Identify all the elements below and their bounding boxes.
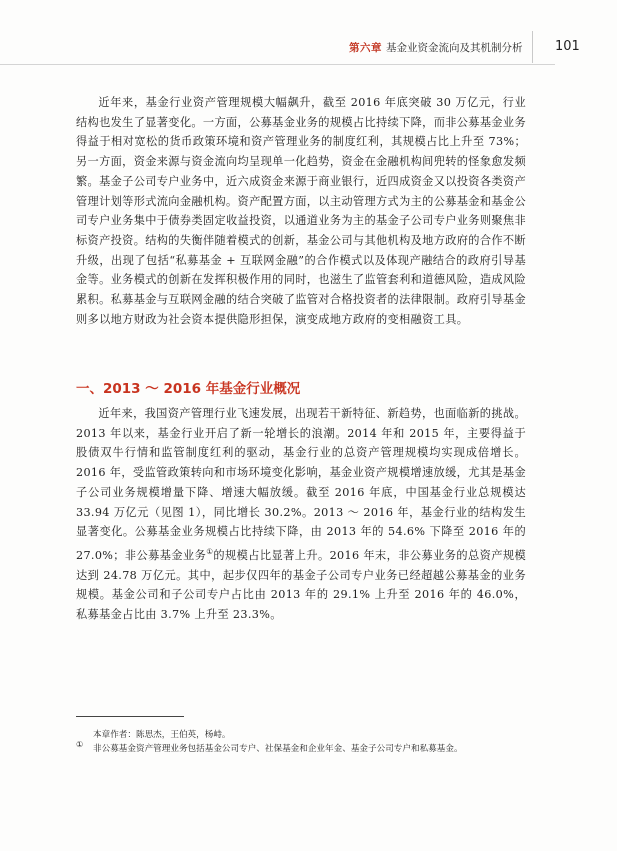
- paragraph-2-text-b: 的规模占比显著上升。2016 年末，非公募业务的总资产规模达到 24.78 万亿元。其中，起步仅四年的基金子公司专户业务已经超越公募基金的业务规模。基金公司和子公司专户占比由 2013 年的 29.1% 上升至 2016 年的 46.0%，私募基金占比由 3.7% 上升至 23.3%。: [76, 548, 526, 622]
- paragraph-2-text-a: 近年来，我国资产管理行业飞速发展，出现若干新特征、新趋势，也面临新的挑战。2013 年以来，基金行业开启了新一轮增长的浪潮。2014 年和 2015 年，主要得益于股债双牛行情和监管制度红利的驱动，基金行业的总资产管理规模均实现成倍增长。2016 年，受监管政策转向和市场环境变化影响，基金业资产规模增速放缓，尤其是基金子公司业务规模增量下降、增速大幅放缓。截至 2016 年底，中国基金行业总规模达 33.94 万亿元（见图 1），同比增长 30.2%。2013 ～ 2016 年，基金行业的结构发生显著变化。公募基金业务规模占比持续下降，由 2013 年的 54.6% 下降至 2016 年的 27.0%；非公募基金业务: [76, 407, 526, 562]
- footnote-reference[interactable]: ①: [206, 546, 214, 556]
- footnote-divider: [76, 716, 184, 717]
- body-paragraph-1: 近年来，基金行业资产管理规模大幅飙升，截至 2016 年底突破 30 万亿元，行业结构也发生了显著变化。一方面，公募基金业务的规模占比持续下降，而非公募基金业务得益于相对宽松的货币政策环境和资产管理业务的制度红利，其规模占比上升至 73%；另一方面，资金来源与资金流向均呈现单一化趋势，资金在金融机构间兜转的怪象愈发频繁。基金子公司专户业务中，近六成资金来源于商业银行，近四成资金又以投资各类资产管理计划等形式流向金融机构。资产配置方面，以主动管理方式为主的公募基金和基金公司专户业务集中于债券类固定收益投资，以通道业务为主的基金子公司专户业务则聚焦非标资产投资。结构的失衡伴随着模式的创新，基金公司与其他机构及地方政府的合作不断升级，出现了包括“私募基金 + 互联网金融”的合作模式以及体现产融结合的政府引导基金等。业务模式的创新在发挥积极作用的同时，也滋生了监管套利和道德风险，造成风险累积。私募基金与互联网金融的结合突破了监管对合格投资者的法律限制。政府引导基金则多以地方财政为社会资本提供隐形担保，演变成地方政府的变相融资工具。: [76, 96, 526, 326]
- chapter-authors: 本章作者：陈思杰，王伯英，杨峙。: [93, 730, 231, 740]
- page-header: [0, 31, 617, 71]
- body-paragraph-2: [76, 404, 526, 625]
- section-heading: 一、2013 ～ 2016 年基金行业概况: [76, 381, 301, 397]
- page-number: 101: [555, 39, 580, 54]
- chapter-label: 第六章: [349, 42, 382, 54]
- header-rule: [0, 64, 555, 65]
- footnote-mark: ①: [76, 740, 84, 749]
- header-divider: [532, 31, 533, 63]
- chapter-title: 基金业资金流向及其机制分析: [386, 42, 523, 54]
- footnote-text: 非公募基金资产管理业务包括基金公司专户、社保基金和企业年金、基金子公司专户和私募基金。: [93, 744, 463, 754]
